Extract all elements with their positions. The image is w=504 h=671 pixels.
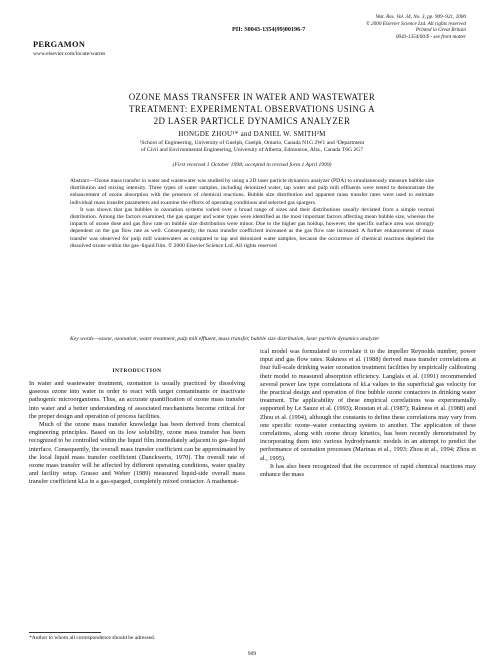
abstract-paragraph-1: Abstract—Ozone mass transfer in water and wastewater was studied by using a 2D laser particle dynamics analyzer (PDA) to simultaneously measure bubble size distribution and mixing intensity. Three types of water samples, including deionized water, tap water and pulp mill effluents were tested to demonstrate the enhancement of ozone absorption with the presence of chemical reactions. Bubble size distribution and apparent mass transfer rates were used to estimate individual mass transfer parameters and examine the effects of operating conditions and selected gas spargers.	[70, 178, 434, 206]
abstract	[70, 178, 434, 250]
publisher-name: PERGAMON	[33, 40, 86, 49]
page-number: 909	[247, 651, 257, 657]
footnote: *Author to whom all correspondence should be adressed.	[29, 635, 156, 641]
abstract-paragraph-2: It was shown that gas bubbles in ozonation systems varied over a broad range of sizes and their distributions usually deviated from a simple normal distribution. Among the factors examined, the gas sparger and water types were identified as the most important factors affecting mean bubble size, whereas the impacts of ozone dose and gas flow rate on bubble size distribution were minor. Due to the higher gas holdup, however, the specific surface area was strongly dependent on the gas flow rate as well. Consequently, the mass transfer coefficient increased as the gas flow rate increased. A further enhancement of mass transfer was observed for pulp mill wastewaters as compared to tap and deionized water samples, because the occurrence of chemical reactions depleted the dissolved ozone within the gas–liquid film. © 2000 Elsevier Science Ltd. All rights reserved	[70, 206, 434, 249]
journal-citation	[366, 14, 466, 40]
intro-paragraph-3: ical model was formulated to correlate it to the impeller Reynolds number, power input and gas flow rates. Rakness et al. (1988) derived mass transfer correlations at four full-scale drinking water ozonation treatment facilities by empirically calibrating their model to measured absorption efficiency. Langlais et al. (1991) recommended several power law type correlations of kLa values to the superficial gas velocity for the practical design and operation of fine bubble ozone contactors in drinking water treatment. The applicability of these empirical correlations was experimentally supported by Le Sauze et al. (1993); Roustan et al. (1987); Rakness et al. (1988) and Zhou et al. (1994), although the constants to define these correlations may vary from one specific ozone–water contacting system to another. The application of these correlations, along with ozone decay kinetics, has been recently demonstrated by incorporating them into various hydrodynamic models in an attempt to predict the performance of ozonation processes (Marinas et al., 1993; Zhou et al., 1994; Zhou et al., 1995).	[260, 348, 476, 462]
intro-paragraph-4: It has also been recognized that the occurrence of rapid chemical reactions may enhance the mass	[260, 462, 476, 479]
title-line-2: TREATMENT: EXPERIMENTAL OBSERVATIONS USING A	[129, 104, 375, 114]
journal-line-1: Wat. Res. Vol. 34, No. 3, pp. 909–921, 2000	[375, 14, 466, 20]
intro-paragraph-1: In water and wastewater treatment, ozonation is usually practiced by dissolving gaseous ozone into water in order to react with target contaminants or inactivate pathogenic microorganisms. Thus, an accurate quantification of ozone mass transfer into water and a better understanding of associated mechanisms become critical for the proper design and operation of process facilities.	[29, 380, 245, 420]
journal-line-4: 0043-1354/00/$ - see front matter	[395, 33, 466, 40]
section-heading-introduction: INTRODUCTION	[112, 368, 162, 374]
journal-line-3: Printed in Great Britain	[415, 27, 466, 34]
paper-title	[60, 91, 444, 127]
footnote-rule	[29, 632, 101, 633]
pii-identifier: PII: S0043-1354(99)00196-7	[232, 26, 306, 33]
received-dates: (First received 1 October 1998; accepted in revised form 1 April 1999)	[172, 162, 332, 168]
keywords: Key words—ozone, ozonation, water treatment, pulp mill effluent, mass transfer, bubble size distribution, laser particle dynamics analyzer	[70, 336, 380, 342]
title-line-1: OZONE MASS TRANSFER IN WATER AND WASTEWATER	[128, 92, 376, 102]
intro-paragraph-2: Much of the ozone mass transfer knowledge has been derived from chemical engineering principles. Based on its low solubility, ozone mass transfer has been recognized to be controlled within the liquid film immediately adjacent to gas–liquid interface. Consequently, the overall mass transfer coefficient can be approximated by the local liquid mass transfer coefficient (Danckwerts, 1970). The overall rate of ozone mass transfer will be affected by different operating conditions, water quality and facility setup. Grasso and Weber (1989) measured liquid-side overall mass transfer coefficient kLa in a gas-sparged, completely mixed contactor. A mathemat-	[29, 421, 245, 486]
affiliation-line-1: ¹School of Engineering, University of Guelph, Guelph, Ontario, Canada N1G 2W1 and ²Department	[139, 140, 365, 146]
title-line-3: 2D LASER PARTICLE DYNAMICS ANALYZER	[153, 116, 351, 126]
journal-url[interactable]: www.elsevier.com/locate/watres	[33, 51, 106, 57]
body-column-right	[260, 348, 476, 479]
affiliations	[42, 140, 462, 154]
affiliation-line-2: of Civil and Environmental Engineering, University of Alberta, Edmonton, Alta., Canada T6G 2G7	[140, 147, 364, 153]
body-column-left	[29, 380, 245, 487]
journal-line-2: © 2000 Elsevier Science Ltd. All rights reserved	[365, 20, 466, 27]
author-list: HONGDE ZHOU¹* and DANIEL W. SMITH²M	[178, 130, 326, 138]
